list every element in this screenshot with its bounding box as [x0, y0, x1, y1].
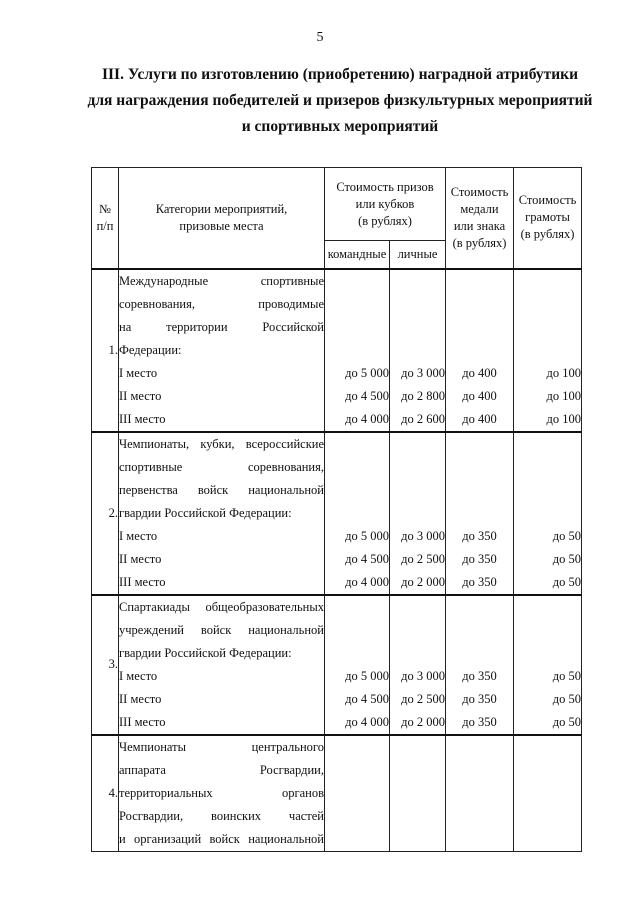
- row-category: [119, 595, 325, 735]
- prize-place: III место: [119, 411, 166, 426]
- page-number: 5: [316, 30, 324, 45]
- row-number: 1.: [92, 269, 119, 432]
- category-text-line: учреждений войск национальной: [119, 622, 324, 637]
- team-prize-value: до 5 000: [345, 365, 389, 380]
- diploma-value: до 50: [552, 528, 581, 543]
- team-prize-value: до 4 000: [345, 411, 389, 426]
- row-number: 3.: [92, 595, 119, 735]
- prize-place: I место: [119, 668, 158, 683]
- medal-column-cell: [446, 595, 514, 735]
- category-text-line: Федерации:: [119, 342, 182, 357]
- medal-value: до 400: [462, 365, 497, 380]
- personal-column-cell: [390, 735, 446, 852]
- header-diploma: Стоимость грамоты (в рублях): [514, 168, 582, 269]
- personal-prize-value: до 3 000: [401, 365, 445, 380]
- team-prize-value: до 4 000: [345, 574, 389, 589]
- row-number: 2.: [92, 432, 119, 595]
- category-text-line: территориальных органов: [119, 785, 324, 800]
- diploma-column-cell: [514, 269, 582, 432]
- header-prizes: Стоимость призов или кубков (в рублях): [325, 168, 446, 241]
- category-text-line: Чемпионаты центрального: [119, 739, 324, 754]
- row-category: [119, 432, 325, 595]
- category-text-line: и организаций войск национальной: [119, 831, 324, 846]
- table-row: [92, 735, 582, 852]
- category-text-line: гвардии Российской Федерации:: [119, 645, 292, 660]
- medal-column-cell: [446, 269, 514, 432]
- medal-value: до 350: [462, 528, 497, 543]
- category-text-line: первенства войск национальной: [119, 482, 324, 497]
- personal-column-cell: [390, 269, 446, 432]
- medal-value: до 350: [462, 691, 497, 706]
- category-text-line: на территории Российской: [119, 319, 324, 334]
- diploma-value: до 50: [552, 668, 581, 683]
- diploma-value: до 100: [546, 388, 581, 403]
- personal-column-cell: [390, 432, 446, 595]
- table-row: [92, 595, 582, 735]
- medal-value: до 350: [462, 668, 497, 683]
- medal-value: до 350: [462, 574, 497, 589]
- category-text-line: гвардии Российской Федерации:: [119, 505, 292, 520]
- personal-prize-value: до 2 000: [401, 714, 445, 729]
- header-personal: личные: [390, 241, 446, 269]
- table-row: [92, 432, 582, 595]
- medal-column-cell: [446, 432, 514, 595]
- team-column-cell: [325, 735, 390, 852]
- header-medal: Стоимость медали или знака (в рублях): [446, 168, 514, 269]
- diploma-value: до 50: [552, 691, 581, 706]
- medal-value: до 350: [462, 551, 497, 566]
- personal-prize-value: до 2 500: [401, 551, 445, 566]
- personal-prize-value: до 3 000: [401, 668, 445, 683]
- team-prize-value: до 4 500: [345, 388, 389, 403]
- medal-value: до 400: [462, 411, 497, 426]
- personal-prize-value: до 2 500: [401, 691, 445, 706]
- category-text-line: соревнования, проводимые: [119, 296, 324, 311]
- prize-place: III место: [119, 714, 166, 729]
- personal-column-cell: [390, 595, 446, 735]
- medal-value: до 350: [462, 714, 497, 729]
- awards-cost-table: [91, 167, 582, 852]
- team-column-cell: [325, 269, 390, 432]
- personal-prize-value: до 2 800: [401, 388, 445, 403]
- prize-place: II место: [119, 388, 162, 403]
- diploma-value: до 100: [546, 365, 581, 380]
- table-row: [92, 269, 582, 432]
- team-prize-value: до 4 500: [345, 551, 389, 566]
- medal-column-cell: [446, 735, 514, 852]
- row-category: [119, 269, 325, 432]
- team-prize-value: до 5 000: [345, 668, 389, 683]
- team-prize-value: до 5 000: [345, 528, 389, 543]
- team-column-cell: [325, 595, 390, 735]
- team-prize-value: до 4 000: [345, 714, 389, 729]
- category-text-line: Чемпионаты, кубки, всероссийские: [119, 436, 324, 451]
- section-heading: [60, 62, 620, 140]
- personal-prize-value: до 2 600: [401, 411, 445, 426]
- diploma-column-cell: [514, 735, 582, 852]
- prize-place: II место: [119, 551, 162, 566]
- diploma-value: до 100: [546, 411, 581, 426]
- heading-line: для награждения победителей и призеров физкультурных мероприятий: [87, 92, 593, 109]
- team-prize-value: до 4 500: [345, 691, 389, 706]
- row-category: [119, 735, 325, 852]
- category-text-line: аппарата Росгвардии,: [119, 762, 324, 777]
- diploma-value: до 50: [552, 551, 581, 566]
- team-column-cell: [325, 432, 390, 595]
- diploma-column-cell: [514, 595, 582, 735]
- header-category: Категории мероприятий, призовые места: [119, 168, 325, 269]
- row-number: 4.: [92, 735, 119, 852]
- heading-line: и спортивных мероприятий: [241, 118, 439, 135]
- prize-place: I место: [119, 528, 158, 543]
- diploma-value: до 50: [552, 574, 581, 589]
- personal-prize-value: до 2 000: [401, 574, 445, 589]
- personal-prize-value: до 3 000: [401, 528, 445, 543]
- category-text-line: Росгвардии, воинских частей: [119, 808, 324, 823]
- category-text-line: Спартакиады общеобразовательных: [119, 599, 324, 614]
- header-team: командные: [325, 241, 390, 269]
- category-text-line: спортивные соревнования,: [119, 459, 324, 474]
- diploma-column-cell: [514, 432, 582, 595]
- prize-place: III место: [119, 574, 166, 589]
- heading-line: III. Услуги по изготовлению (приобретению) наградной атрибутики: [101, 66, 579, 83]
- prize-place: II место: [119, 691, 162, 706]
- category-text-line: Международные спортивные: [119, 273, 324, 288]
- prize-place: I место: [119, 365, 158, 380]
- medal-value: до 400: [462, 388, 497, 403]
- header-number: № п/п: [92, 168, 119, 269]
- diploma-value: до 50: [552, 714, 581, 729]
